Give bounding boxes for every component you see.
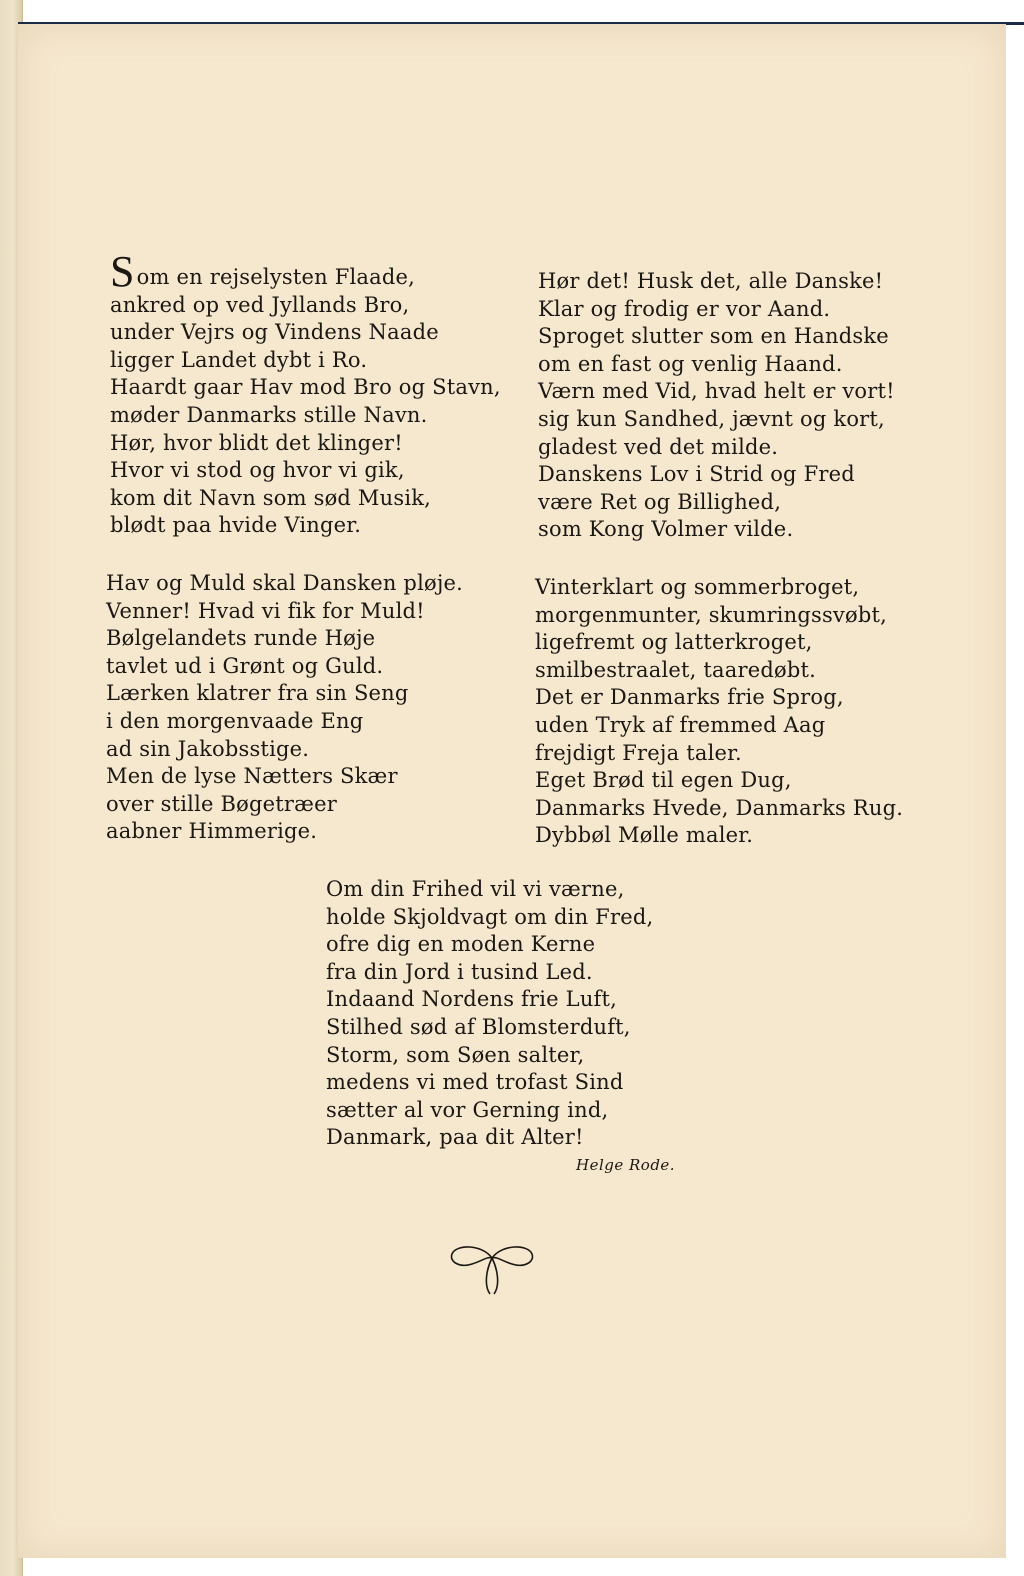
stanza-5-line: Om din Frihed vil vi værne,	[326, 877, 625, 901]
stanza-2-line: gladest ved det milde.	[538, 434, 779, 459]
stanza-2-line: Hør det! Husk det, alle Danske!	[538, 269, 884, 293]
stanza-3-line: Venner! Hvad vi fik for Muld!	[106, 598, 425, 623]
stanza-2-line: Danskens Lov i Strid og Fred	[538, 462, 855, 487]
stanza-4-line: frejdigt Freja taler.	[535, 740, 742, 765]
stanza-4-line: Eget Brød til egen Dug,	[535, 768, 792, 793]
stanza-5-line: Indaand Nordens frie Luft,	[326, 987, 618, 1012]
stanza-1-line: Hør, hvor blidt det klinger!	[110, 430, 403, 455]
stanza-1-line: Haardt gaar Hav mod Bro og Stavn,	[110, 375, 501, 400]
stanza-2-line: Sproget slutter som en Handske	[538, 324, 889, 349]
stanza-1-line: kom dit Navn som sød Musik,	[110, 485, 432, 510]
stanza-5-line: Danmark, paa dit Alter!	[326, 1125, 584, 1150]
stanza-3-line: Bølgelandets runde Høje	[106, 626, 376, 651]
stanza-5-line: sætter al vor Gerning ind,	[326, 1097, 609, 1122]
stanza-4	[535, 574, 903, 850]
stanza-2-line: være Ret og Billighed,	[538, 489, 782, 514]
stanza-3	[106, 570, 463, 846]
stanza-4-line: smilbestraalet, taaredøbt.	[535, 657, 817, 682]
stanza-5-line: Storm, som Søen salter,	[326, 1042, 585, 1067]
stanza-1-line: ankred op ved Jyllands Bro,	[110, 292, 410, 317]
stanza-4-line: Danmarks Hvede, Danmarks Rug.	[535, 795, 904, 820]
stanza-1-line-1: Som en rejselysten Flaade,	[110, 247, 416, 296]
stanza-3-line: Hav og Muld skal Dansken pløje.	[106, 571, 464, 595]
stanza-3-line: ad sin Jakobsstige.	[106, 736, 310, 761]
stanza-4-line: Vinterklart og sommerbroget,	[535, 575, 860, 599]
stanza-2-line: sig kun Sandhed, jævnt og kort,	[538, 406, 885, 431]
flourish-ornament-icon	[446, 1236, 538, 1300]
stanza-3-line: aabner Himmerige.	[106, 819, 318, 844]
stanza-2-line: Klar og frodig er vor Aand.	[538, 296, 831, 321]
stanza-4-line: Det er Danmarks frie Sprog,	[535, 685, 844, 710]
stanza-3-line: over stille Bøgetræer	[106, 791, 337, 816]
stanza-3-line: Lærken klatrer fra sin Seng	[106, 681, 409, 706]
stanza-4-line: ligefremt og latterkroget,	[535, 630, 813, 655]
stanza-5-line: medens vi med trofast Sind	[326, 1070, 624, 1095]
stanza-5-line: holde Skjoldvagt om din Fred,	[326, 904, 654, 929]
stanza-1-line: under Vejrs og Vindens Naade	[110, 320, 439, 345]
stanza-3-line: Men de lyse Nætters Skær	[106, 764, 398, 789]
stanza-1-line: Hvor vi stod og hvor vi gik,	[110, 458, 405, 483]
stanza-3-line: tavlet ud i Grønt og Guld.	[106, 653, 384, 678]
stanza-2-line: som Kong Volmer vilde.	[538, 517, 794, 542]
stanza-4-line: uden Tryk af fremmed Aag	[535, 712, 826, 737]
author-signature: Helge Rode.	[576, 1156, 676, 1174]
stanza-4-line: Dybbøl Mølle maler.	[535, 823, 754, 848]
stanza-1-line: blødt paa hvide Vinger.	[110, 513, 362, 538]
stanza-2-line: om en fast og venlig Haand.	[538, 351, 843, 376]
stanza-4-line: morgenmunter, skumringssvøbt,	[535, 602, 887, 627]
stanza-2	[538, 268, 895, 544]
stanza-1-line: ligger Landet dybt i Ro.	[110, 347, 368, 372]
stanza-2-line: Værn med Vid, hvad helt er vort!	[538, 379, 895, 404]
stanza-3-line: i den morgenvaade Eng	[106, 708, 364, 733]
stanza-5	[326, 876, 653, 1152]
stanza-1	[110, 247, 501, 540]
stanza-5-line: Stilhed sød af Blomsterduft,	[326, 1014, 631, 1039]
stanza-1-line: møder Danmarks stille Navn.	[110, 402, 428, 427]
drop-cap: S	[110, 247, 135, 296]
stanza-5-line: ofre dig en moden Kerne	[326, 932, 596, 957]
stanza-5-line: fra din Jord i tusind Led.	[326, 959, 593, 984]
